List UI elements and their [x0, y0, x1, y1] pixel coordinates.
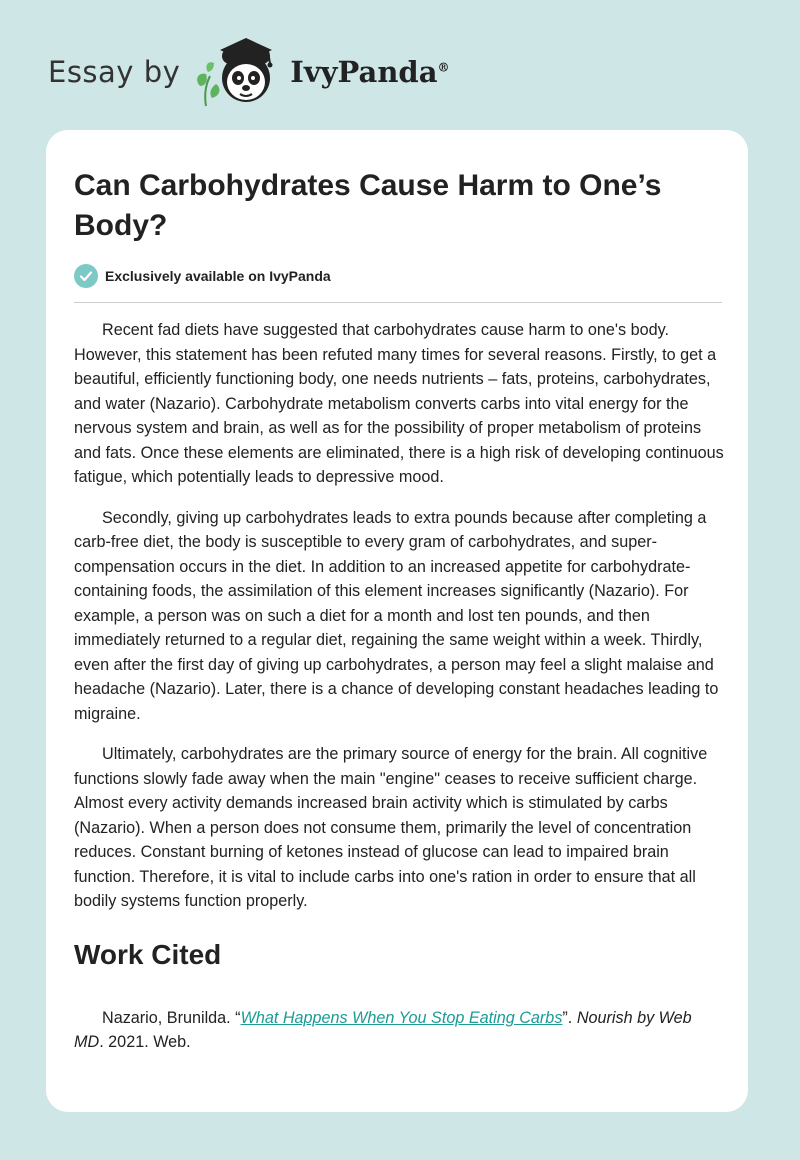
essay-card: [46, 130, 748, 1112]
paragraph: Secondly, giving up carbohydrates leads to extra pounds because after completing a carb-free diet, the body is susceptible to every gram of carbohydrates, and super-compensation occurs in the diet. In addition to an increased appetite for carbohydrate-containing foods, the assimilation of this element increases significantly (Nazario). For example, a person was on such a diet for a month and lost ten pounds, and then immediately returned to a regular diet, regaining the same weight within a week. Thirdly, even after the first day of giving up carbohydrates, a person may feel a slight malaise and headache (Nazario). Later, there is a chance of developing constant headaches leading to migraine.: [74, 508, 719, 723]
brand-name[interactable]: IvyPanda®: [290, 55, 450, 89]
citation-author: Nazario, Brunilda.: [102, 1008, 231, 1027]
check-icon: [74, 264, 98, 288]
exclusive-badge: [74, 264, 331, 288]
essay-by-label: Essay by: [48, 55, 181, 89]
paragraph: Recent fad diets have suggested that carbohydrates cause harm to one's body. However, this statement has been refuted many times for several reasons. Firstly, to get a beautiful, efficiently functioning body, one needs nutrients – fats, proteins, carbohydrates, and water (Nazario). Carbohydrate metabolism converts carbs into vital energy for the nervous system and brain, as well as for the possibility of proper metabolism of proteins and fats. Once these elements are eliminated, there is a high risk of developing continuous fatigue, which potentially leads to depressive mood.: [74, 321, 724, 486]
badge-label: Exclusively available on IvyPanda: [105, 268, 331, 284]
citation-link[interactable]: What Happens When You Stop Eating Carbs: [240, 1008, 563, 1027]
paragraph: Ultimately, carbohydrates are the primary source of energy for the brain. All cognitive functions slowly fade away when the main "engine" ceases to receive sufficient charge. Almost every activity demands increased brain activity which is stimulated by carbs (Nazario). When a person does not consume them, primarily the level of concentration reduces. Constant burning of ketones instead of glucose can lead to impaired brain function. Therefore, it is vital to include carbs into one's ration in order to ensure that all bodily systems function properly.: [74, 745, 708, 910]
citation-source: Nourish by Web MD: [74, 1008, 692, 1051]
citation: Nazario, Brunilda. “What Happens When You Stop Eating Carbs”. Nourish by Web MD. 2021. Web.: [74, 1008, 692, 1051]
site-header: [48, 36, 450, 108]
page-title: Can Carbohydrates Cause Harm to One’s Body?: [74, 169, 662, 242]
divider: [74, 302, 722, 303]
ivy-leaf-icon: [197, 62, 219, 106]
panda-logo-icon[interactable]: [194, 36, 286, 108]
works-cited-heading: Work Cited: [74, 938, 222, 970]
essay-body: [74, 318, 724, 1055]
